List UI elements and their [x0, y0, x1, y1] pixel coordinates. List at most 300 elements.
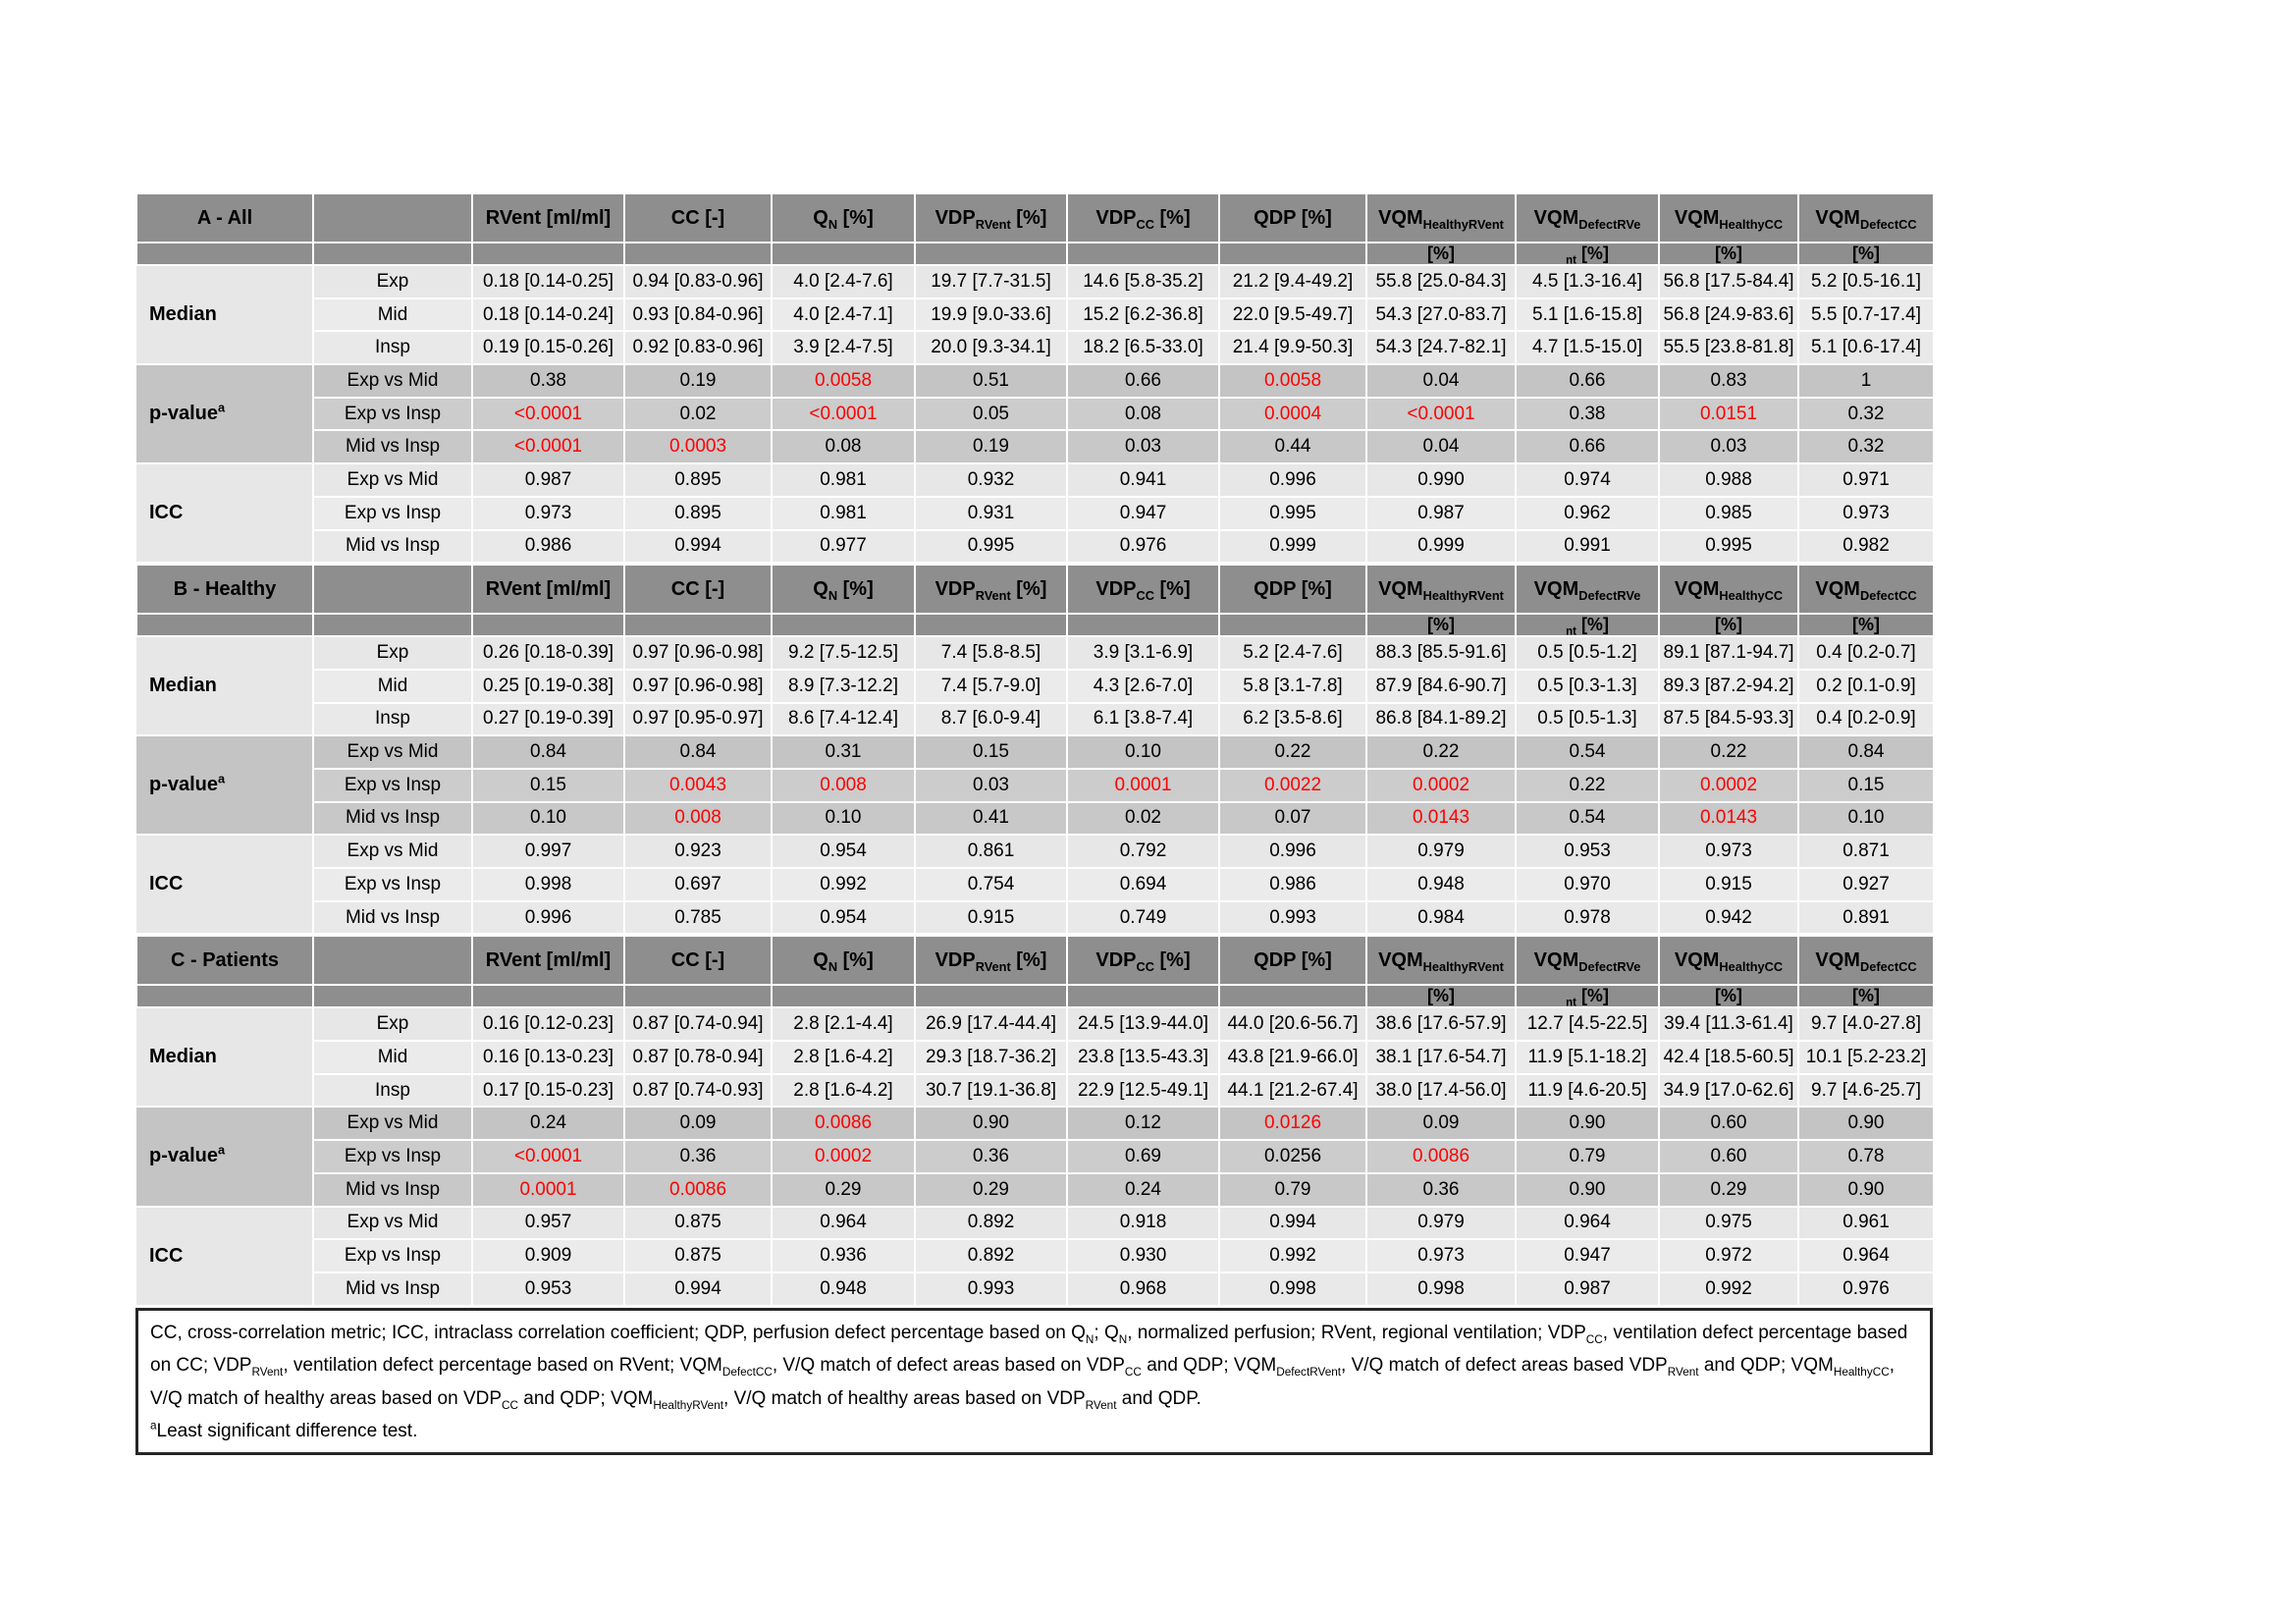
col-header-vdp-cc: $VDP_{CC}$ [%] — [1067, 193, 1219, 243]
value-cell: 0.998 — [1219, 1272, 1366, 1306]
value-cell: 7.4 [5.7-9.0] — [915, 670, 1067, 703]
col-header-unit-qn — [772, 243, 915, 265]
value-cell: 86.8 [84.1-89.2] — [1366, 703, 1516, 736]
value-cell: 0.909 — [472, 1239, 624, 1272]
value-cell: 87.9 [84.6-90.7] — [1366, 670, 1516, 703]
row-label: Exp vs Insp — [313, 398, 472, 431]
value-cell: 0.0002 — [1366, 769, 1516, 802]
col-header-vqm-defect-cc: $VQM_{DefectCC}$ — [1798, 565, 1934, 614]
row-label: Exp vs Mid — [313, 1207, 472, 1240]
value-cell: 0.4 [0.2-0.9] — [1798, 703, 1934, 736]
value-cell: 88.3 [85.5-91.6] — [1366, 636, 1516, 670]
col-header-unit-cc — [624, 243, 772, 265]
value-cell: 56.8 [17.5-84.4] — [1659, 265, 1798, 298]
value-cell: 54.3 [27.0-83.7] — [1366, 298, 1516, 332]
value-cell: 0.09 — [1366, 1107, 1516, 1140]
value-cell: 11.9 [5.1-18.2] — [1516, 1041, 1659, 1074]
header-spacer — [313, 985, 472, 1007]
col-header-vqm-defect-rvent: $VQM_{DefectRVe}$ — [1516, 936, 1659, 985]
value-cell: 23.8 [13.5-43.3] — [1067, 1041, 1219, 1074]
value-cell: 5.1 [1.6-15.8] — [1516, 298, 1659, 332]
col-header-unit-vqm-healthy-cc: [%] — [1659, 243, 1798, 265]
value-cell: 0.84 — [624, 735, 772, 769]
value-cell: 0.25 [0.19-0.38] — [472, 670, 624, 703]
value-cell: 0.29 — [915, 1173, 1067, 1207]
value-cell: 0.31 — [772, 735, 915, 769]
value-cell: 0.974 — [1516, 463, 1659, 497]
col-header-unit-vdp-cc — [1067, 243, 1219, 265]
col-header-unit-qn — [772, 614, 915, 636]
value-cell: 0.0143 — [1366, 802, 1516, 836]
value-cell: 0.22 — [1366, 735, 1516, 769]
value-cell: 2.8 [1.6-4.2] — [772, 1041, 915, 1074]
group-label: p-value$^a$ — [136, 364, 313, 463]
value-cell: 9.2 [7.5-12.5] — [772, 636, 915, 670]
value-cell: 0.918 — [1067, 1207, 1219, 1240]
value-cell: 0.973 — [1659, 835, 1798, 868]
value-cell: <0.0001 — [772, 398, 915, 431]
value-cell: 0.979 — [1366, 835, 1516, 868]
value-cell: 0.931 — [915, 497, 1067, 530]
value-cell: 24.5 [13.9-44.0] — [1067, 1007, 1219, 1041]
value-cell: 0.948 — [1366, 868, 1516, 901]
value-cell: 0.5 [0.5-1.3] — [1516, 703, 1659, 736]
value-cell: 29.3 [18.7-36.2] — [915, 1041, 1067, 1074]
value-cell: 0.0001 — [472, 1173, 624, 1207]
value-cell: 0.54 — [1516, 802, 1659, 836]
value-cell: 0.785 — [624, 901, 772, 935]
header-spacer — [136, 243, 313, 265]
value-cell: 0.66 — [1067, 364, 1219, 398]
value-cell: 0.90 — [1516, 1173, 1659, 1207]
value-cell: 5.2 [2.4-7.6] — [1219, 636, 1366, 670]
col-header-unit-vqm-defect-cc: [%] — [1798, 985, 1934, 1007]
value-cell: 0.987 — [1516, 1272, 1659, 1306]
value-cell: 0.997 — [472, 835, 624, 868]
value-cell: 0.953 — [472, 1272, 624, 1306]
value-cell: 0.982 — [1798, 530, 1934, 564]
value-cell: 55.5 [23.8-81.8] — [1659, 331, 1798, 364]
value-cell: 0.05 — [915, 398, 1067, 431]
value-cell: 0.5 [0.3-1.3] — [1516, 670, 1659, 703]
value-cell: 0.60 — [1659, 1140, 1798, 1173]
value-cell: 0.84 — [472, 735, 624, 769]
col-header-vqm-defect-rvent: $VQM_{DefectRVe}$ — [1516, 565, 1659, 614]
value-cell: 34.9 [17.0-62.6] — [1659, 1074, 1798, 1108]
col-header-unit-vqm-healthy-rvent: [%] — [1366, 243, 1516, 265]
value-cell: 0.975 — [1659, 1207, 1798, 1240]
value-cell: 0.993 — [915, 1272, 1067, 1306]
value-cell: 0.51 — [915, 364, 1067, 398]
value-cell: 0.954 — [772, 835, 915, 868]
table-row — [136, 265, 1934, 298]
value-cell: 0.792 — [1067, 835, 1219, 868]
results-tables — [135, 192, 1933, 1307]
table-row — [136, 636, 1934, 670]
value-cell: 0.986 — [1219, 868, 1366, 901]
value-cell: 0.895 — [624, 463, 772, 497]
value-cell: 8.7 [6.0-9.4] — [915, 703, 1067, 736]
value-cell: 0.964 — [1798, 1239, 1934, 1272]
value-cell: 0.19 [0.15-0.26] — [472, 331, 624, 364]
row-label: Exp vs Insp — [313, 497, 472, 530]
value-cell: 12.7 [4.5-22.5] — [1516, 1007, 1659, 1041]
value-cell: 0.54 — [1516, 735, 1659, 769]
value-cell: 0.0086 — [772, 1107, 915, 1140]
value-cell: 0.995 — [1219, 497, 1366, 530]
row-label: Exp — [313, 265, 472, 298]
col-header-unit-qdp — [1219, 614, 1366, 636]
value-cell: 0.38 — [1516, 398, 1659, 431]
table-row — [136, 530, 1934, 564]
value-cell: 0.697 — [624, 868, 772, 901]
value-cell: 0.93 [0.84-0.96] — [624, 298, 772, 332]
table-row — [136, 1239, 1934, 1272]
value-cell: 8.6 [7.4-12.4] — [772, 703, 915, 736]
value-cell: 0.957 — [472, 1207, 624, 1240]
value-cell: 42.4 [18.5-60.5] — [1659, 1041, 1798, 1074]
value-cell: 0.995 — [1659, 530, 1798, 564]
value-cell: 0.973 — [1366, 1239, 1516, 1272]
value-cell: 0.947 — [1067, 497, 1219, 530]
value-cell: 89.3 [87.2-94.2] — [1659, 670, 1798, 703]
value-cell: 0.18 [0.14-0.24] — [472, 298, 624, 332]
value-cell: 15.2 [6.2-36.8] — [1067, 298, 1219, 332]
group-label: ICC — [136, 1207, 313, 1306]
row-label: Exp vs Insp — [313, 769, 472, 802]
section-title: B - Healthy — [136, 565, 313, 614]
col-header-vqm-healthy-rvent: $VQM_{HealthyRVent}$ — [1366, 193, 1516, 243]
col-header-unit-cc — [624, 985, 772, 1007]
table-row — [136, 735, 1934, 769]
value-cell: 5.1 [0.6-17.4] — [1798, 331, 1934, 364]
value-cell: 0.999 — [1219, 530, 1366, 564]
value-cell: 0.972 — [1659, 1239, 1798, 1272]
value-cell: 19.7 [7.7-31.5] — [915, 265, 1067, 298]
value-cell: 0.947 — [1516, 1239, 1659, 1272]
group-label: Median — [136, 1007, 313, 1107]
header-spacer — [313, 193, 472, 243]
col-header-qn: $Q_N$ [%] — [772, 936, 915, 985]
value-cell: 0.5 [0.5-1.2] — [1516, 636, 1659, 670]
value-cell: 44.0 [20.6-56.7] — [1219, 1007, 1366, 1041]
value-cell: 0.927 — [1798, 868, 1934, 901]
header-spacer — [313, 614, 472, 636]
value-cell: 0.41 — [915, 802, 1067, 836]
value-cell: 0.79 — [1516, 1140, 1659, 1173]
header-spacer — [136, 614, 313, 636]
value-cell: 0.948 — [772, 1272, 915, 1306]
value-cell: 0.976 — [1798, 1272, 1934, 1306]
value-cell: <0.0001 — [472, 1140, 624, 1173]
results-table-section — [135, 935, 1935, 1306]
table-row — [136, 1140, 1934, 1173]
group-label: p-value$^a$ — [136, 1107, 313, 1206]
value-cell: 0.968 — [1067, 1272, 1219, 1306]
value-cell: 9.7 [4.6-25.7] — [1798, 1074, 1934, 1108]
value-cell: 21.4 [9.9-50.3] — [1219, 331, 1366, 364]
col-header-vqm-defect-cc: $VQM_{DefectCC}$ — [1798, 193, 1934, 243]
value-cell: 4.0 [2.4-7.1] — [772, 298, 915, 332]
value-cell: 0.90 — [915, 1107, 1067, 1140]
value-cell: 4.3 [2.6-7.0] — [1067, 670, 1219, 703]
value-cell: 0.964 — [1516, 1207, 1659, 1240]
col-header-unit-vqm-defect-cc: [%] — [1798, 614, 1934, 636]
section-title: A - All — [136, 193, 313, 243]
col-header-unit-vdp-rvent — [915, 243, 1067, 265]
value-cell: 0.985 — [1659, 497, 1798, 530]
value-cell: 0.892 — [915, 1207, 1067, 1240]
value-cell: 0.998 — [1366, 1272, 1516, 1306]
value-cell: 0.26 [0.18-0.39] — [472, 636, 624, 670]
col-header-unit-qn — [772, 985, 915, 1007]
value-cell: 0.694 — [1067, 868, 1219, 901]
value-cell: 0.994 — [624, 530, 772, 564]
value-cell: 0.16 [0.13-0.23] — [472, 1041, 624, 1074]
value-cell: 0.07 — [1219, 802, 1366, 836]
value-cell: 0.0058 — [772, 364, 915, 398]
section-title: C - Patients — [136, 936, 313, 985]
value-cell: 9.7 [4.0-27.8] — [1798, 1007, 1934, 1041]
row-label: Exp vs Insp — [313, 1140, 472, 1173]
value-cell: 0.984 — [1366, 901, 1516, 935]
value-cell: 0.19 — [915, 430, 1067, 463]
header-spacer — [313, 936, 472, 985]
value-cell: <0.0001 — [472, 430, 624, 463]
col-header-unit-vqm-defect-rvent: $_{nt}$ [%] — [1516, 985, 1659, 1007]
value-cell: 0.84 — [1798, 735, 1934, 769]
value-cell: 0.97 [0.95-0.97] — [624, 703, 772, 736]
col-header-unit-vqm-healthy-rvent: [%] — [1366, 985, 1516, 1007]
value-cell: 0.4 [0.2-0.7] — [1798, 636, 1934, 670]
value-cell: 0.22 — [1659, 735, 1798, 769]
value-cell: 0.15 — [915, 735, 1067, 769]
table-row — [136, 497, 1934, 530]
col-header-unit-vqm-defect-rvent: $_{nt}$ [%] — [1516, 614, 1659, 636]
value-cell: 0.987 — [472, 463, 624, 497]
value-cell: 0.16 [0.12-0.23] — [472, 1007, 624, 1041]
col-header-qdp: QDP [%] — [1219, 193, 1366, 243]
table-row — [136, 398, 1934, 431]
value-cell: 0.0002 — [1659, 769, 1798, 802]
col-header-vqm-defect-cc: $VQM_{DefectCC}$ — [1798, 936, 1934, 985]
value-cell: 0.993 — [1219, 901, 1366, 935]
col-header-vqm-healthy-cc: $VQM_{HealthyCC}$ — [1659, 936, 1798, 985]
value-cell: 0.38 — [472, 364, 624, 398]
col-header-unit-vqm-defect-cc: [%] — [1798, 243, 1934, 265]
table-row — [136, 670, 1934, 703]
col-header-unit-vqm-healthy-cc: [%] — [1659, 614, 1798, 636]
value-cell: 0.08 — [1067, 398, 1219, 431]
value-cell: 0.871 — [1798, 835, 1934, 868]
row-label: Mid — [313, 670, 472, 703]
value-cell: 0.930 — [1067, 1239, 1219, 1272]
row-label: Insp — [313, 703, 472, 736]
value-cell: 0.0001 — [1067, 769, 1219, 802]
col-header-vdp-cc: $VDP_{CC}$ [%] — [1067, 936, 1219, 985]
value-cell: 0.0143 — [1659, 802, 1798, 836]
value-cell: 0.97 [0.96-0.98] — [624, 636, 772, 670]
value-cell: 0.94 [0.83-0.96] — [624, 265, 772, 298]
value-cell: 0.992 — [772, 868, 915, 901]
table-row — [136, 703, 1934, 736]
value-cell: 6.1 [3.8-7.4] — [1067, 703, 1219, 736]
value-cell: 0.24 — [472, 1107, 624, 1140]
row-label: Exp vs Mid — [313, 364, 472, 398]
col-header-rvent: RVent [ml/ml] — [472, 936, 624, 985]
value-cell: 0.923 — [624, 835, 772, 868]
value-cell: 0.0256 — [1219, 1140, 1366, 1173]
table-row — [136, 1272, 1934, 1306]
row-label: Exp vs Mid — [313, 735, 472, 769]
table-row — [136, 901, 1934, 935]
value-cell: 89.1 [87.1-94.7] — [1659, 636, 1798, 670]
value-cell: 0.02 — [624, 398, 772, 431]
value-cell: 0.18 [0.14-0.25] — [472, 265, 624, 298]
header-spacer — [313, 243, 472, 265]
value-cell: 0.977 — [772, 530, 915, 564]
col-header-unit-qdp — [1219, 985, 1366, 1007]
results-table-section — [135, 192, 1935, 564]
value-cell: 0.12 — [1067, 1107, 1219, 1140]
value-cell: 8.9 [7.3-12.2] — [772, 670, 915, 703]
value-cell: 0.04 — [1366, 430, 1516, 463]
row-label: Exp vs Mid — [313, 463, 472, 497]
value-cell: 54.3 [24.7-82.1] — [1366, 331, 1516, 364]
value-cell: 0.15 — [472, 769, 624, 802]
value-cell: 0.27 [0.19-0.39] — [472, 703, 624, 736]
value-cell: 0.999 — [1366, 530, 1516, 564]
value-cell: 0.03 — [1067, 430, 1219, 463]
table-row — [136, 868, 1934, 901]
group-label: ICC — [136, 835, 313, 934]
value-cell: 87.5 [84.5-93.3] — [1659, 703, 1798, 736]
col-header-vdp-rvent: $VDP_{RVent}$ [%] — [915, 565, 1067, 614]
value-cell: 0.0004 — [1219, 398, 1366, 431]
col-header-vqm-healthy-cc: $VQM_{HealthyCC}$ — [1659, 193, 1798, 243]
value-cell: 43.8 [21.9-66.0] — [1219, 1041, 1366, 1074]
row-label: Insp — [313, 1074, 472, 1108]
value-cell: 0.90 — [1798, 1107, 1934, 1140]
value-cell: 18.2 [6.5-33.0] — [1067, 331, 1219, 364]
value-cell: 0.008 — [624, 802, 772, 836]
value-cell: 0.22 — [1516, 769, 1659, 802]
value-cell: 20.0 [9.3-34.1] — [915, 331, 1067, 364]
value-cell: 22.0 [9.5-49.7] — [1219, 298, 1366, 332]
value-cell: 0.998 — [472, 868, 624, 901]
row-label: Mid vs Insp — [313, 530, 472, 564]
value-cell: 38.0 [17.4-56.0] — [1366, 1074, 1516, 1108]
value-cell: 0.932 — [915, 463, 1067, 497]
row-label: Mid vs Insp — [313, 901, 472, 935]
value-cell: 0.994 — [1219, 1207, 1366, 1240]
col-header-vdp-rvent: $VDP_{RVent}$ [%] — [915, 193, 1067, 243]
value-cell: 0.0086 — [1366, 1140, 1516, 1173]
row-label: Mid vs Insp — [313, 802, 472, 836]
col-header-qn: $Q_N$ [%] — [772, 193, 915, 243]
col-header-unit-vqm-healthy-cc: [%] — [1659, 985, 1798, 1007]
value-cell: 21.2 [9.4-49.2] — [1219, 265, 1366, 298]
value-cell: 0.0003 — [624, 430, 772, 463]
value-cell: 0.954 — [772, 901, 915, 935]
value-cell: 0.749 — [1067, 901, 1219, 935]
row-label: Exp vs Insp — [313, 868, 472, 901]
value-cell: 0.69 — [1067, 1140, 1219, 1173]
value-cell: 0.08 — [772, 430, 915, 463]
value-cell: 0.990 — [1366, 463, 1516, 497]
value-cell: 0.2 [0.1-0.9] — [1798, 670, 1934, 703]
table-row — [136, 1173, 1934, 1207]
value-cell: 0.995 — [915, 530, 1067, 564]
value-cell: 6.2 [3.5-8.6] — [1219, 703, 1366, 736]
value-cell: 0.02 — [1067, 802, 1219, 836]
value-cell: 0.29 — [1659, 1173, 1798, 1207]
value-cell: 0.979 — [1366, 1207, 1516, 1240]
value-cell: 5.5 [0.7-17.4] — [1798, 298, 1934, 332]
col-header-rvent: RVent [ml/ml] — [472, 193, 624, 243]
value-cell: 0.964 — [772, 1207, 915, 1240]
value-cell: <0.0001 — [1366, 398, 1516, 431]
value-cell: 0.991 — [1516, 530, 1659, 564]
col-header-cc: CC [-] — [624, 936, 772, 985]
value-cell: 0.15 — [1798, 769, 1934, 802]
value-cell: 38.6 [17.6-57.9] — [1366, 1007, 1516, 1041]
value-cell: 0.87 [0.78-0.94] — [624, 1041, 772, 1074]
table-row — [136, 1074, 1934, 1108]
col-header-unit-vdp-cc — [1067, 985, 1219, 1007]
col-header-unit-cc — [624, 614, 772, 636]
col-header-vqm-healthy-cc: $VQM_{HealthyCC}$ — [1659, 565, 1798, 614]
value-cell: <0.0001 — [472, 398, 624, 431]
value-cell: 0.97 [0.96-0.98] — [624, 670, 772, 703]
value-cell: 30.7 [19.1-36.8] — [915, 1074, 1067, 1108]
value-cell: 0.0058 — [1219, 364, 1366, 398]
value-cell: 0.19 — [624, 364, 772, 398]
value-cell: 0.0151 — [1659, 398, 1798, 431]
value-cell: 0.66 — [1516, 430, 1659, 463]
value-cell: 0.971 — [1798, 463, 1934, 497]
table-row — [136, 1107, 1934, 1140]
value-cell: 44.1 [21.2-67.4] — [1219, 1074, 1366, 1108]
value-cell: 5.2 [0.5-16.1] — [1798, 265, 1934, 298]
col-header-rvent: RVent [ml/ml] — [472, 565, 624, 614]
value-cell: 39.4 [11.3-61.4] — [1659, 1007, 1798, 1041]
value-cell: 0.03 — [915, 769, 1067, 802]
value-cell: 0.24 — [1067, 1173, 1219, 1207]
table-row — [136, 802, 1934, 836]
row-label: Mid vs Insp — [313, 430, 472, 463]
value-cell: 11.9 [4.6-20.5] — [1516, 1074, 1659, 1108]
value-cell: 22.9 [12.5-49.1] — [1067, 1074, 1219, 1108]
table-row — [136, 364, 1934, 398]
footnote-box — [135, 1308, 1933, 1455]
table-row — [136, 835, 1934, 868]
value-cell: 14.6 [5.8-35.2] — [1067, 265, 1219, 298]
col-header-vqm-healthy-rvent: $VQM_{HealthyRVent}$ — [1366, 565, 1516, 614]
row-label: Insp — [313, 331, 472, 364]
value-cell: 10.1 [5.2-23.2] — [1798, 1041, 1934, 1074]
value-cell: 0.996 — [472, 901, 624, 935]
value-cell: 0.44 — [1219, 430, 1366, 463]
col-header-unit-vdp-rvent — [915, 614, 1067, 636]
col-header-unit-vqm-defect-rvent: $_{nt}$ [%] — [1516, 243, 1659, 265]
value-cell: 3.9 [2.4-7.5] — [772, 331, 915, 364]
value-cell: 0.36 — [915, 1140, 1067, 1173]
table-row — [136, 430, 1934, 463]
table-row — [136, 769, 1934, 802]
row-label: Exp — [313, 1007, 472, 1041]
value-cell: 0.03 — [1659, 430, 1798, 463]
